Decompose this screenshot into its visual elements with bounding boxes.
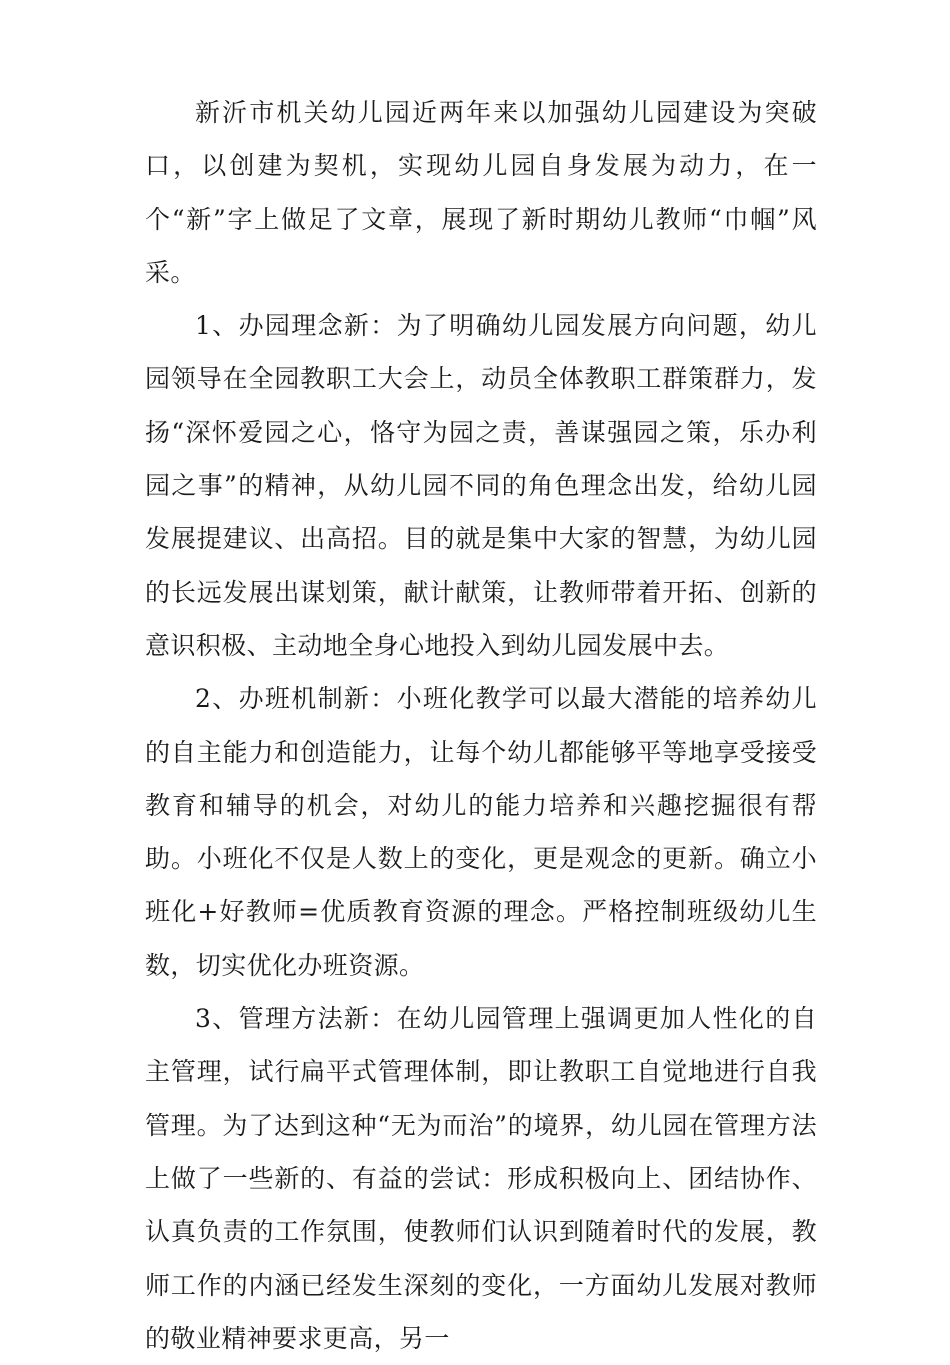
document-body <box>145 86 817 1365</box>
paragraph-3-management: 3、管理方法新：在幼儿园管理上强调更加人性化的自主管理，试行扁平式管理体制，即让教职工自觉地进行自我管理。为了达到这种“无为而治”的境界，幼儿园在管理方法上做了一些新的、有益的尝试：形成积极向上、团结协作、认真负责的工作氛围，使教师们认识到随着时代的发展，教师工作的内涵已经发生深刻的变化，一方面幼儿发展对教师的敬业精神要求更高，另一 <box>145 1004 817 1353</box>
paragraph-intro: 新沂市机关幼儿园近两年来以加强幼儿园建设为突破口，以创建为契机，实现幼儿园自身发展为动力，在一个“新”字上做足了文章，展现了新时期幼儿教师“巾帼”风采。 <box>145 98 817 287</box>
paragraph-1-philosophy: 1、办园理念新：为了明确幼儿园发展方向问题，幼儿园领导在全园教职工大会上，动员全体教职工群策群力，发扬“深怀爱园之心，恪守为园之责，善谋强园之策，乐办利园之事”的精神，从幼儿园不同的角色理念出发，给幼儿园发展提建议、出高招。目的就是集中大家的智慧，为幼儿园的长远发展出谋划策，献计献策，让教师带着开拓、创新的意识积极、主动地全身心地投入到幼儿园发展中去。 <box>145 311 817 660</box>
paragraph-2-class-mechanism: 2、办班机制新：小班化教学可以最大潜能的培养幼儿的自主能力和创造能力，让每个幼儿都能够平等地享受接受教育和辅导的机会，对幼儿的能力培养和兴趣挖掘很有帮助。小班化不仅是人数上的变化，更是观念的更新。确立小班化+好教师=优质教育资源的理念。严格控制班级幼儿生数，切实优化办班资源。 <box>145 684 817 980</box>
